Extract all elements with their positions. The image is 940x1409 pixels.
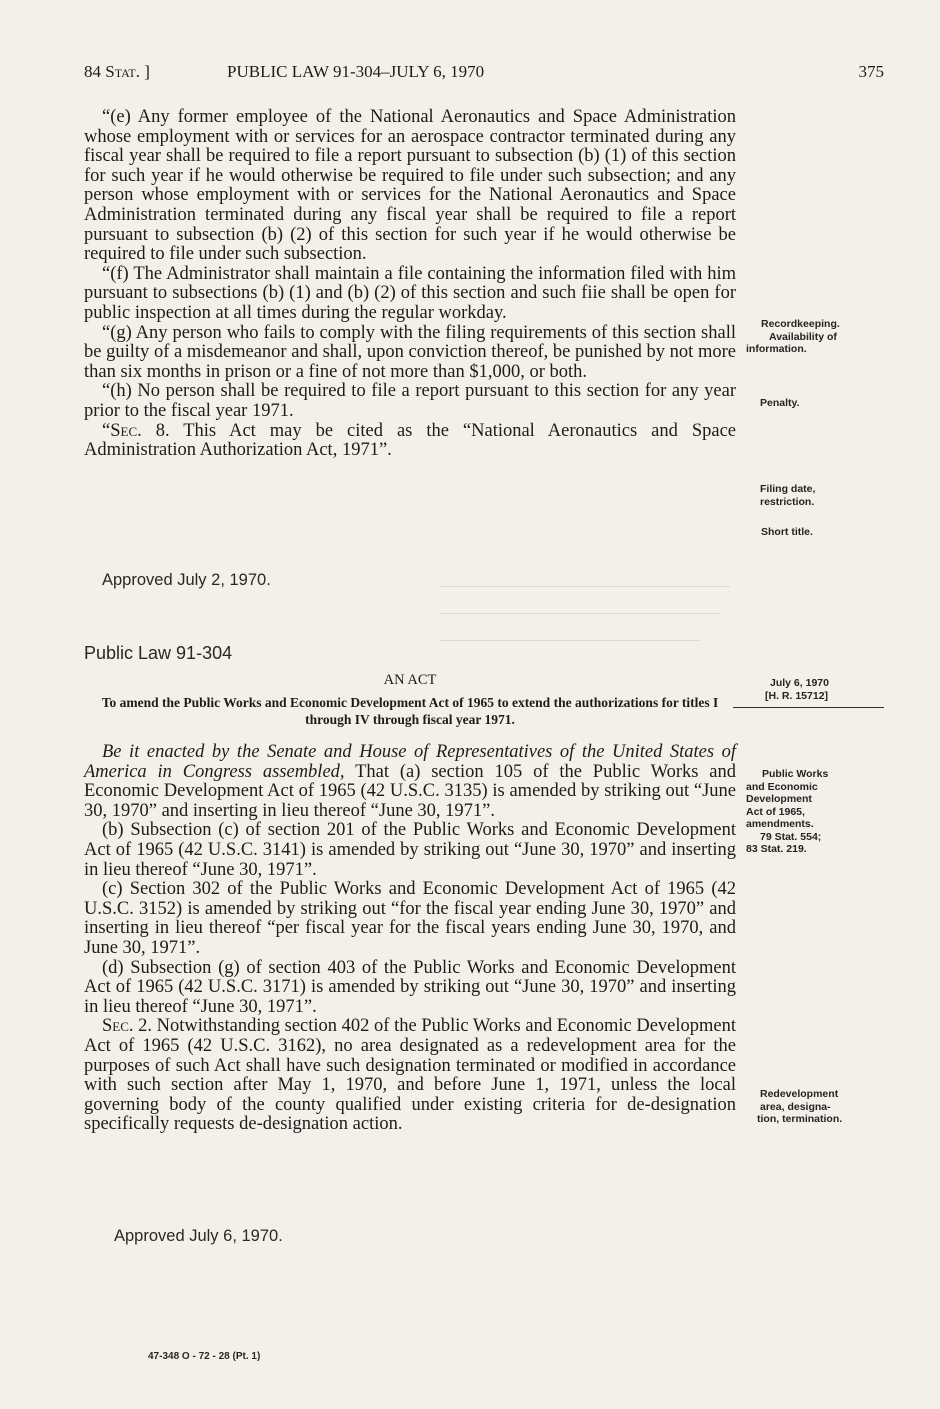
margin-note-recordkeeping: Recordkeeping. Availability of information. xyxy=(746,318,840,355)
subsection-g: “(g) Any person who fails to comply with the filing requirements of this section shall be guilty of a misdemeanor and shall, upon conviction thereof, be punished by not more than six months in prison or a fine of not more than $1,000, or both. xyxy=(84,322,736,382)
public-law-body xyxy=(84,743,736,1135)
subsection-c: (c) Section 302 of the Public Works and Economic Development Act of 1965 (42 U.S.C. 3152) is amended by striking out “for the fiscal year ending June 30, 1970” and inserting in lieu thereof “per fiscal year for the fiscal years ending June 30, 1970, and June 30, 1971”. xyxy=(84,879,736,958)
section-label: Sec. xyxy=(102,1016,134,1037)
statute-volume: 84 Stat. ] xyxy=(84,62,150,81)
continued-section-text xyxy=(84,108,736,461)
subsection-e: “(e) Any former employee of the National Aeronautics and Space Administration whose employment with or services for an aerospace contractor terminated during any fiscal year shall be required to file a report pursuant to subsection (b) (1) of this section for such year if he would otherwise be required to file under such subsection; and any person whose employment with or services for the National Aeronautics and Space Administration terminated during any fiscal year shall be required to file a report pursuant to subsection (b) (2) of this section for such year if he would otherwise be required to file under such subsection. xyxy=(84,107,736,265)
section-2-text: 2. Notwithstanding section 402 of the Public Works and Economic Development Act of 1965 (42 U.S.C. 3162), no area designated as a redevelopment area for the purposes of such Act shall have such designation terminated or modified in accordance with such section after May 1, 1970, and before June 1, 1971, unless the local governing body of the county qualified under existing criteria for de-designation specifically requests de-designation action. xyxy=(84,1016,736,1135)
margin-note-filing: Filing date, restriction. xyxy=(760,483,816,508)
public-law-heading: Public Law 91-304 xyxy=(84,643,233,663)
bleed-through-text xyxy=(440,570,740,660)
section-label: “Sec. xyxy=(102,420,142,441)
print-code-footer: 47-348 O - 72 - 28 (Pt. 1) xyxy=(148,1351,261,1362)
margin-note-public-works: Public Works and Economic Development Act of 1965, amendments. 79 Stat. 554; 83 Stat. 219. xyxy=(746,768,829,855)
subsection-d: (d) Subsection (g) of section 403 of the Public Works and Economic Development Act of 1965 (42 U.S.C. 3171) is amended by striking out “June 30, 1970” and inserting in lieu thereof “June 30, 1971”. xyxy=(84,957,736,1017)
subsection-f: “(f) The Administrator shall maintain a file containing the information filed with him pursuant to subsections (b) (1) and (b) (2) of this section and such fiie shall be open for public inspection at all times during the regular workday. xyxy=(84,263,736,323)
act-purpose: To amend the Public Works and Economic Development Act of 1965 to extend the authorizations for titles I through IV through fiscal year 1971. xyxy=(101,695,719,727)
subsection-b: (b) Subsection (c) of section 201 of the Public Works and Economic Development Act of 1965 (42 U.S.C. 3141) is amended by striking out “June 30, 1970” and inserting in lieu thereof “June 30, 1971”. xyxy=(84,820,736,880)
margin-note-redevelopment: Redevelopment area, designa- tion, termination. xyxy=(757,1088,843,1125)
section-2 xyxy=(84,1017,736,1135)
section-8-text: 8. This Act may be cited as the “National Aeronautics and Space Administration Authorization Act, 1971”. xyxy=(84,420,736,461)
enacting-clause xyxy=(84,743,736,821)
margin-note-penalty: Penalty. xyxy=(760,397,800,409)
subsection-a-text: That (a) section 105 of the Public Works and Economic Development Act of 1965 (42 U.S.C. 3135) is amended by striking out “June 30, 1970” and inserting in lieu thereof “June 30, 1971”. xyxy=(84,761,736,821)
margin-note-short-title: Short title. xyxy=(761,526,813,538)
section-8 xyxy=(84,422,736,461)
bill-rule-line xyxy=(733,707,884,708)
margin-note-bill: July 6, 1970 [H. R. 15712] xyxy=(765,677,829,702)
enacting-formula: Be it enacted by the Senate and House of Representatives of the United States of America in Congress assembled, xyxy=(84,742,736,782)
page-header xyxy=(84,62,884,88)
running-title: PUBLIC LAW 91-304–JULY 6, 1970 xyxy=(227,62,485,81)
subsection-h: “(h) No person shall be required to file a report pursuant to this section for any year prior to the fiscal year 1971. xyxy=(84,381,736,421)
page-number: 375 xyxy=(858,62,884,81)
approval-date-1: Approved July 2, 1970. xyxy=(102,571,271,589)
an-act-label: AN ACT xyxy=(383,672,437,688)
approval-date-2: Approved July 6, 1970. xyxy=(114,1227,283,1245)
